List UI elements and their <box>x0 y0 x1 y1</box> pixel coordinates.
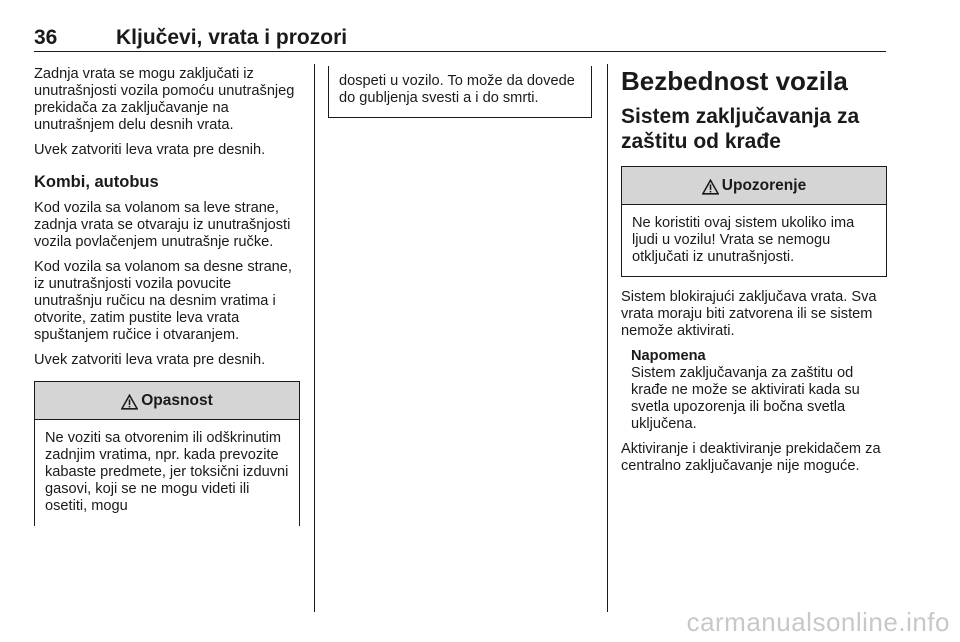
danger-callout-text-continued: dospeti u vozilo. To može da dovede do gubljenja svesti a i do smrti. <box>339 73 575 106</box>
warning-callout-title: Upozorenje <box>721 176 807 194</box>
danger-callout <box>34 381 300 526</box>
danger-callout-header <box>35 382 299 420</box>
paragraph: Uvek zatvoriti leva vrata pre desnih. <box>34 352 266 368</box>
danger-callout-title: Opasnost <box>141 391 213 409</box>
section-title: Bezbednost vozila <box>621 66 848 96</box>
page-title: Ključevi, vrata i prozori <box>116 26 348 49</box>
warning-triangle-icon <box>121 394 138 410</box>
column-divider-1 <box>314 64 315 612</box>
paragraph: Sistem blokirajući zaključava vrata. Sva vrata moraju biti zatvorena ili se sistem nemože aktivirati. <box>621 289 877 339</box>
column-divider-2 <box>607 64 608 612</box>
paragraph: Kod vozila sa volanom sa leve strane, zadnja vrata se otvaraju iz unutrašnjosti vozila povlačenjem unutrašnje ručke. <box>34 200 291 250</box>
warning-callout <box>621 166 887 277</box>
note-title: Napomena <box>631 348 706 364</box>
warning-callout-header <box>622 167 886 205</box>
note-text: Sistem zaključavanja za zaštitu od krađe ne može se aktivirati kada su svetla upozorenja ili bočna svetla uključena. <box>631 365 860 432</box>
paragraph: Kod vozila sa volanom sa desne strane, iz unutrašnjosti vozila povucite unutrašnju ručicu na desnim vratima i otvorite, zatim pustite leva vrata spuštanjem ručice i otvaranjem. <box>34 259 292 343</box>
note-block <box>621 348 887 433</box>
section-subtitle: Sistem zaključavanja za zaštitu od krađe <box>621 105 860 153</box>
paragraph: Aktiviranje i deaktiviranje prekidačem za centralno zaključavanje nije moguće. <box>621 441 881 474</box>
warning-triangle-icon <box>702 179 719 195</box>
column-middle <box>328 66 592 118</box>
page-header <box>34 22 886 52</box>
paragraph: Zadnja vrata se mogu zaključati iz unutrašnjosti vozila pomoću unutrašnjeg prekidača za zaključavanje na unutrašnjem delu desnih vrata. <box>34 66 295 133</box>
watermark: carmanualsonline.info <box>686 607 950 637</box>
warning-callout-text: Ne koristiti ovaj sistem ukoliko ima ljudi u vozilu! Vrata se nemogu otključati iz unutrašnjosti. <box>632 215 855 265</box>
danger-callout-continued <box>328 66 592 118</box>
danger-callout-text: Ne voziti sa otvorenim ili odškrinutim zadnjim vratima, npr. kada prevozite kabaste predmete, jer toksični izduvni gasovi, koji se ne mogu videti ili osetiti, mogu <box>45 430 289 514</box>
column-left <box>34 66 300 526</box>
subheading: Kombi, autobus <box>34 173 159 191</box>
page-number: 36 <box>34 26 58 49</box>
paragraph: Uvek zatvoriti leva vrata pre desnih. <box>34 142 266 158</box>
column-right <box>621 66 887 483</box>
